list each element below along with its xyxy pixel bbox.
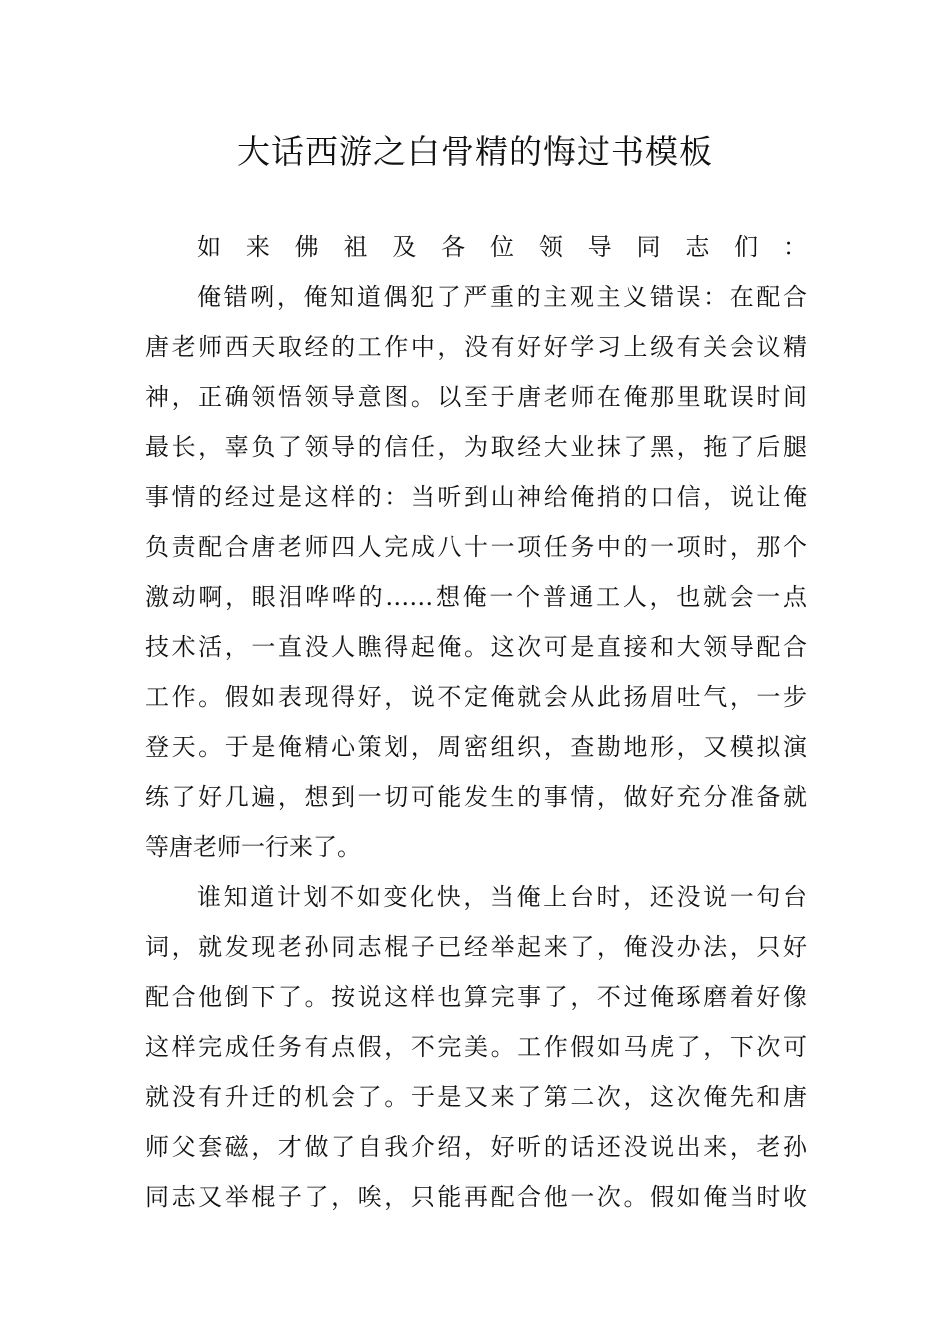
salutation-line: 如来佛祖及各位领导同志们： (197, 233, 807, 261)
paragraph-2-line-6: 师父套磁，才做了自我介绍，好听的话还没说出来，老孙 (145, 1133, 807, 1161)
document-title: 大话西游之白骨精的悔过书模板 (237, 132, 713, 171)
paragraph-1-line-11: 练了好几遍，想到一切可能发生的事情，做好充分准备就 (145, 783, 807, 811)
document-body (145, 222, 807, 1222)
paragraph-2-line-3: 配合他倒下了。按说这样也算完事了，不过俺琢磨着好像 (145, 983, 807, 1011)
paragraph-1-line-6: 负责配合唐老师四人完成八十一项任务中的一项时，那个 (145, 533, 807, 561)
paragraph-1-line-12: 等唐老师一行来了。 (145, 833, 361, 861)
paragraph-1-line-4: 最长，辜负了领导的信任，为取经大业抹了黑，拖了后腿 (145, 433, 807, 461)
paragraph-1-line-7: 激动啊，眼泪哗哗的……想俺一个普通工人，也就会一点 (145, 583, 807, 611)
paragraph-1-line-10: 登天。于是俺精心策划，周密组织，查勘地形，又模拟演 (145, 733, 807, 761)
paragraph-1-line-2: 唐老师西天取经的工作中，没有好好学习上级有关会议精 (145, 333, 807, 361)
paragraph-1-line-9: 工作。假如表现得好，说不定俺就会从此扬眉吐气，一步 (145, 683, 807, 711)
paragraph-2-line-4: 这样完成任务有点假，不完美。工作假如马虎了，下次可 (145, 1033, 807, 1061)
paragraph-2-line-5: 就没有升迁的机会了。于是又来了第二次，这次俺先和唐 (145, 1083, 807, 1111)
paragraph-1-line-8: 技术活，一直没人瞧得起俺。这次可是直接和大领导配合 (145, 633, 807, 661)
paragraph-1-line-3: 神，正确领悟领导意图。以至于唐老师在俺那里耽误时间 (145, 383, 807, 411)
paragraph-2-line-2: 词，就发现老孙同志棍子已经举起来了，俺没办法，只好 (145, 933, 807, 961)
paragraph-2-line-1: 谁知道计划不如变化快，当俺上台时，还没说一句台 (197, 883, 807, 911)
paragraph-2-line-7: 同志又举棍子了，唉，只能再配合他一次。假如俺当时收 (145, 1183, 807, 1211)
paragraph-1-line-1: 俺错咧，俺知道偶犯了严重的主观主义错误：在配合 (197, 283, 807, 311)
paragraph-1-line-5: 事情的经过是这样的：当听到山神给俺捎的口信，说让俺 (145, 483, 807, 511)
